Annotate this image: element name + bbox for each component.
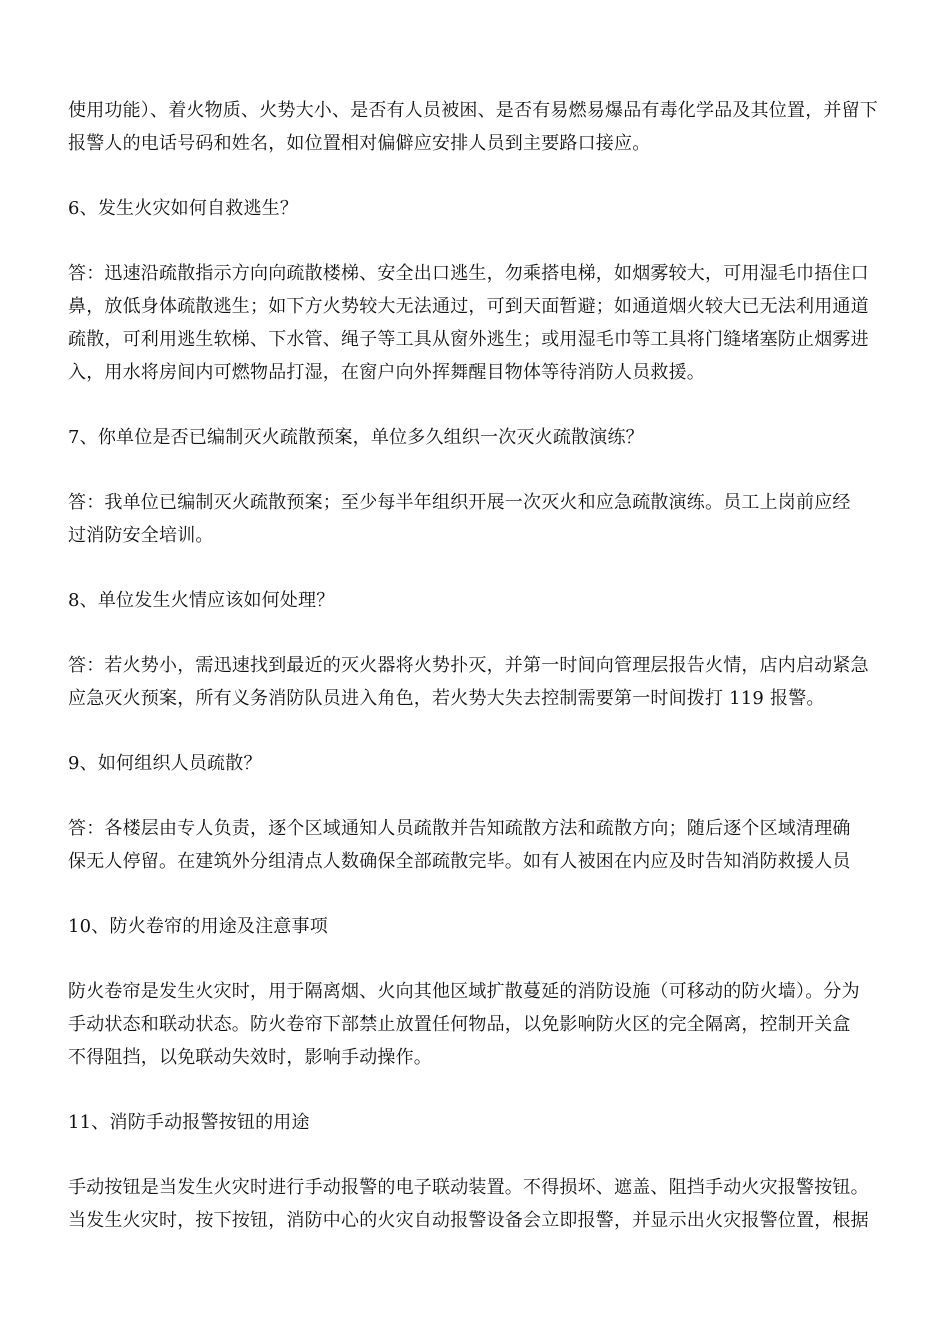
text-line: 防火卷帘是发生火灾时，用于隔离烟、火向其他区域扩散蔓延的消防设施（可移动的防火墙）。分为: [68, 981, 860, 1002]
text-line: 使用功能）、着火物质、火势大小、是否有人员被困、是否有易燃易爆品有毒化学品及其位置，并留下: [68, 100, 878, 121]
question-6: [68, 192, 888, 225]
answer-6: [68, 257, 888, 389]
text-line: 当发生火灾时，按下按钮，消防中心的火灾自动报警设备会立即报警，并显示出火灾报警位置，根据: [68, 1210, 869, 1231]
text-line: 过消防安全培训。: [68, 525, 214, 546]
answer-7: [68, 486, 888, 552]
text-line: 手动状态和联动状态。防火卷帘下部禁止放置任何物品，以免影响防火区的完全隔离，控制开关盒: [68, 1014, 851, 1035]
document-page: [68, 94, 888, 1237]
text-line: 不得阻挡，以免联动失效时，影响手动操作。: [68, 1047, 432, 1068]
text-line: 答：若火势小，需迅速找到最近的灭火器将火势扑灭，并第一时间向管理层报告火情，店内启动紧急: [68, 655, 869, 676]
question-line: 11、消防手动报警按钮的用途: [68, 1112, 310, 1133]
question-10: [68, 910, 888, 943]
question-line: 6、发生火灾如何自救逃生？: [68, 198, 299, 219]
answer-10: [68, 975, 888, 1074]
answer-paragraph-5-continued: [68, 94, 888, 160]
question-line: 7、你单位是否已编制灭火疏散预案，单位多久组织一次灭火疏散演练？: [68, 427, 644, 448]
question-11: [68, 1106, 888, 1139]
text-line: 鼻，放低身体疏散逃生；如下方火势较大无法通过，可到天面暂避；如通道烟火较大已无法利用通道: [68, 296, 869, 317]
text-line: 答：我单位已编制灭火疏散预案；至少每半年组织开展一次灭火和应急疏散演练。员工上岗前应经: [68, 492, 851, 513]
question-line: 9、如何组织人员疏散？: [68, 753, 262, 774]
question-7: [68, 421, 888, 454]
text-line: 答：迅速沿疏散指示方向向疏散楼梯、安全出口逃生，勿乘搭电梯，如烟雾较大，可用湿毛巾捂住口: [68, 263, 869, 284]
question-9: [68, 747, 888, 780]
answer-9: [68, 812, 888, 878]
text-line: 应急灭火预案，所有义务消防队员进入角色，若火势大失去控制需要第一时间拨打 119 报警。: [68, 688, 825, 709]
question-line: 10、防火卷帘的用途及注意事项: [68, 916, 328, 937]
text-line: 手动按钮是当发生火灾时进行手动报警的电子联动装置。不得损坏、遮盖、阻挡手动火灾报警按钮。: [68, 1177, 869, 1198]
question-line: 8、单位发生火情应该如何处理？: [68, 590, 335, 611]
question-8: [68, 584, 888, 617]
answer-8: [68, 649, 888, 715]
answer-11: [68, 1171, 888, 1237]
text-line: 保无人停留。在建筑外分组清点人数确保全部疏散完毕。如有人被困在内应及时告知消防救援人员: [68, 851, 851, 872]
text-line: 入，用水将房间内可燃物品打湿，在窗户向外挥舞醒目物体等待消防人员救援。: [68, 362, 705, 383]
text-line: 疏散，可利用逃生软梯、下水管、绳子等工具从窗外逃生；或用湿毛巾等工具将门缝堵塞防止烟雾进: [68, 329, 869, 350]
text-line: 答：各楼层由专人负责，逐个区域通知人员疏散并告知疏散方法和疏散方向；随后逐个区域清理确: [68, 818, 851, 839]
text-line: 报警人的电话号码和姓名，如位置相对偏僻应安排人员到主要路口接应。: [68, 133, 651, 154]
